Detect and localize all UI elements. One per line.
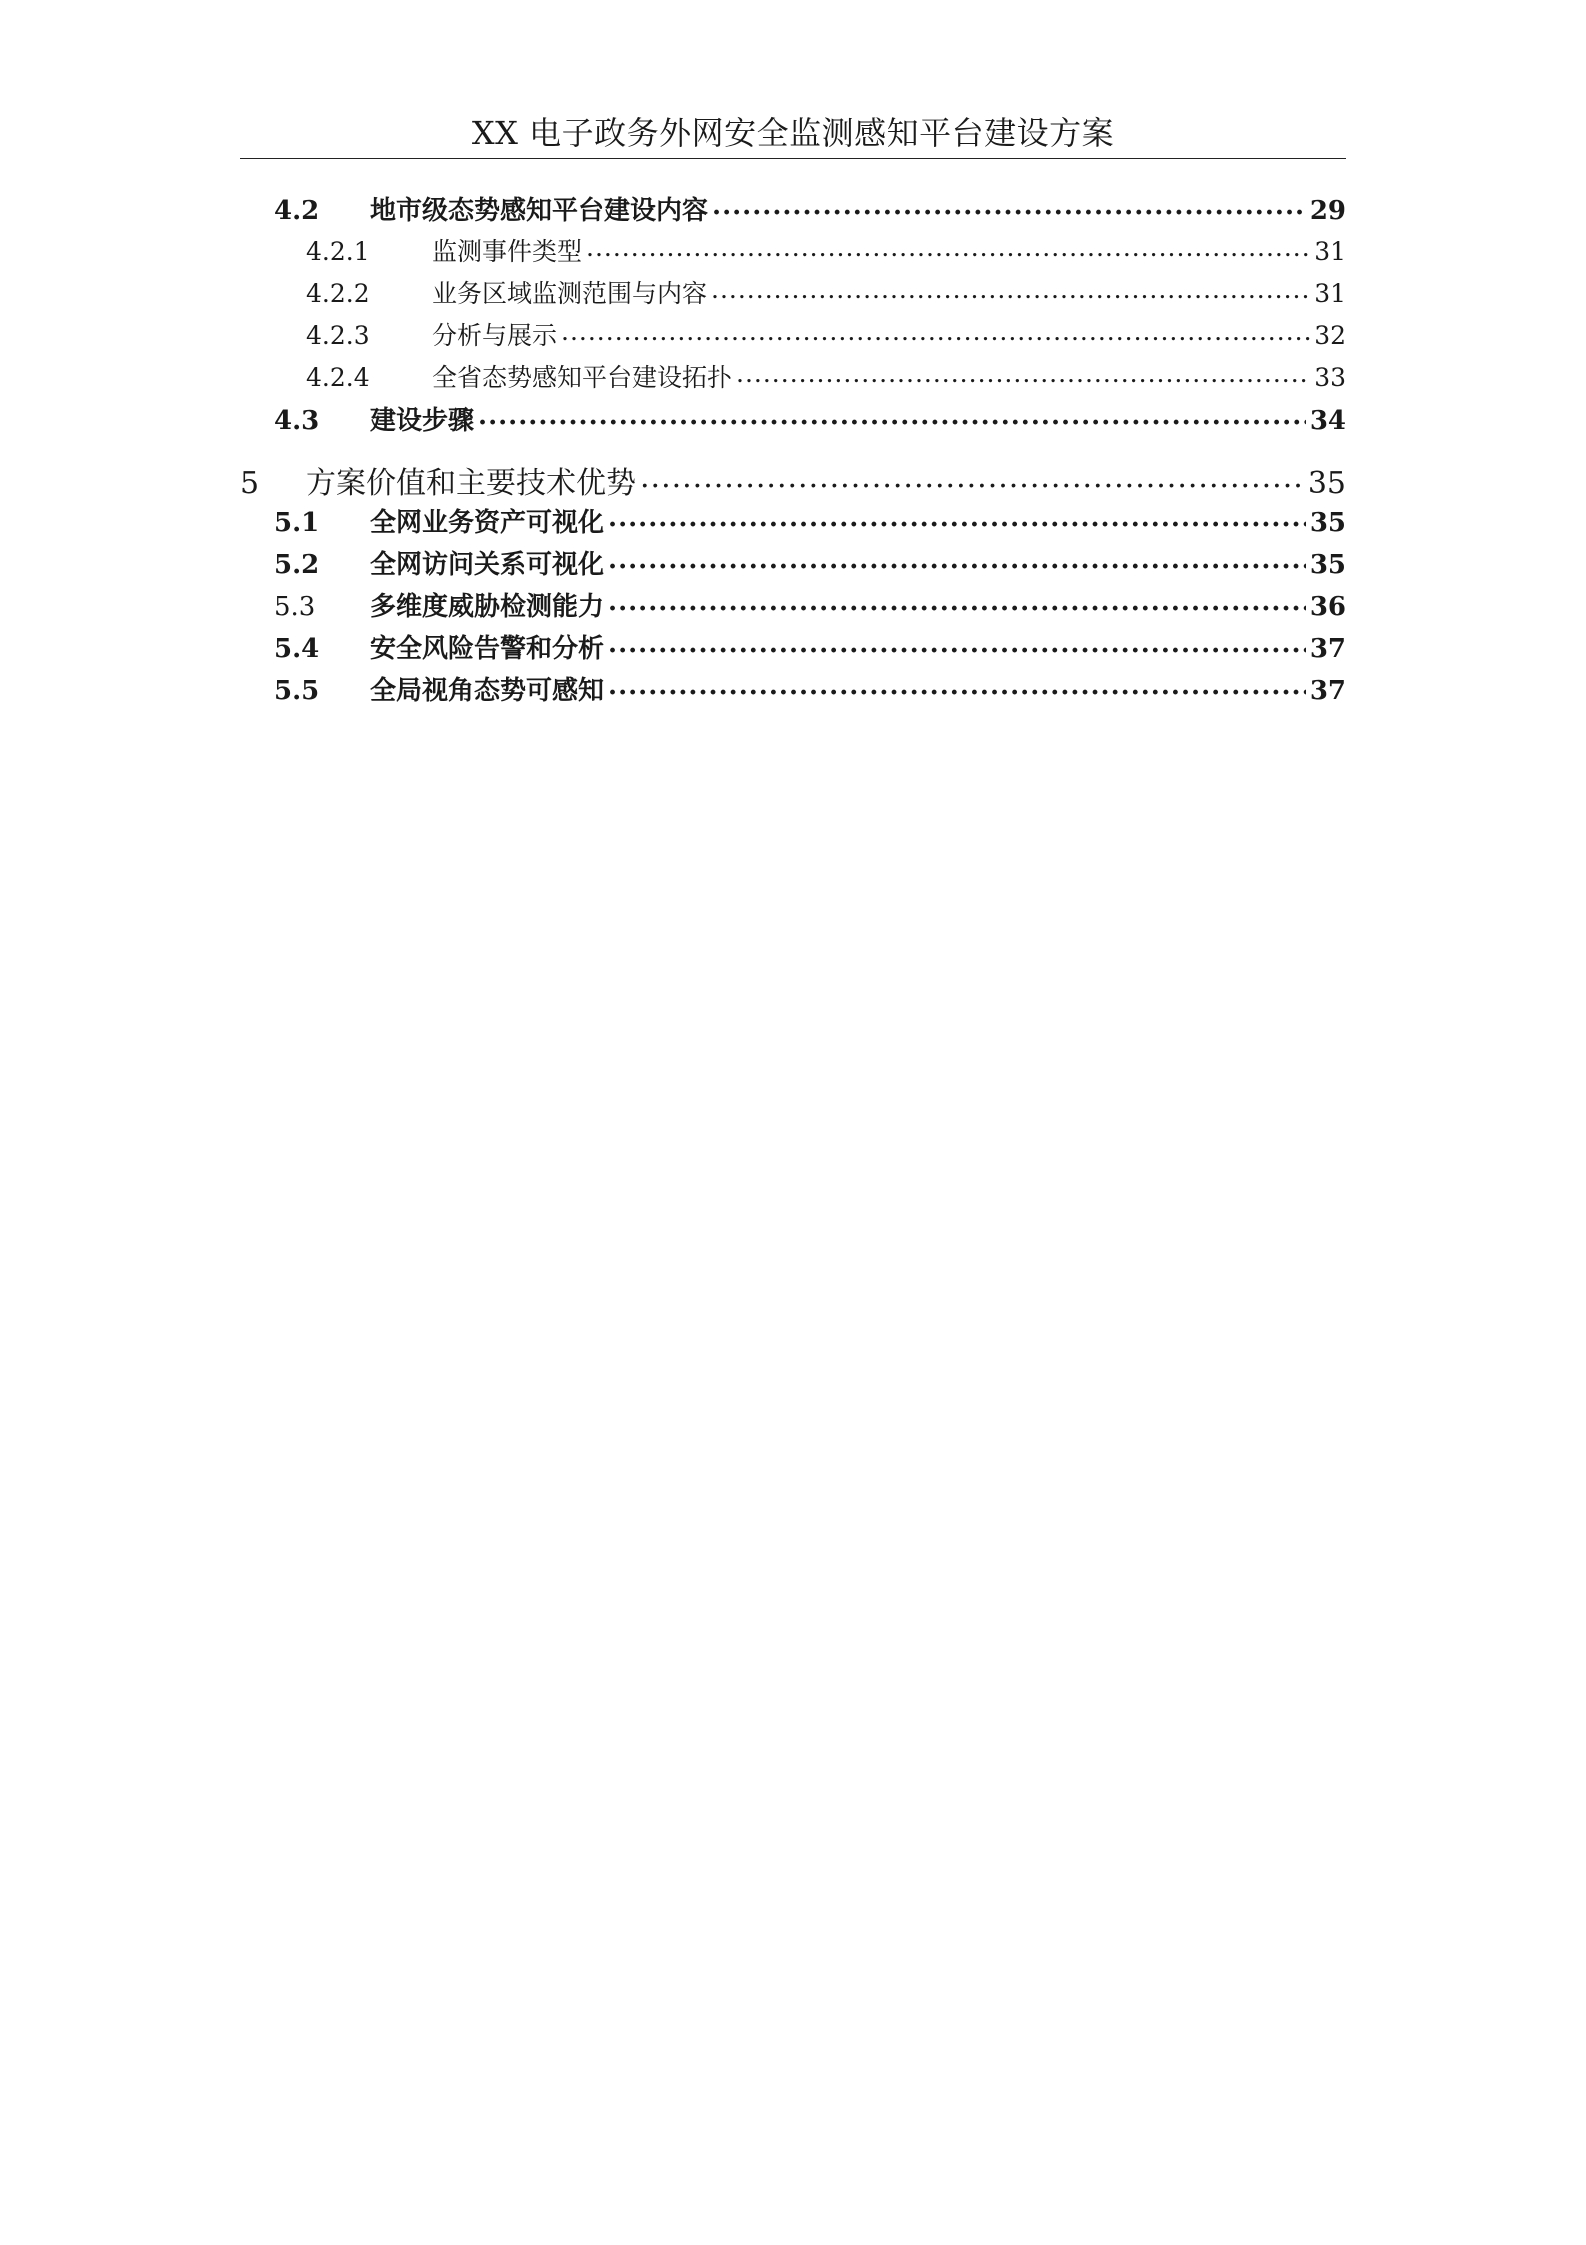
toc-leader bbox=[561, 319, 1310, 344]
toc-title: 全网访问关系可视化 bbox=[370, 550, 605, 580]
toc-entry-4-2-1[interactable] bbox=[306, 232, 1346, 272]
toc-title: 分析与展示 bbox=[432, 321, 558, 350]
toc-page-number: 31 bbox=[1314, 279, 1346, 308]
toc-leader bbox=[608, 631, 1306, 657]
toc-leader bbox=[586, 235, 1310, 260]
toc-page-number: 34 bbox=[1309, 406, 1346, 436]
toc-title: 方案价值和主要技术优势 bbox=[306, 466, 636, 501]
toc-page-number: 37 bbox=[1309, 676, 1346, 706]
toc-page-number: 37 bbox=[1309, 634, 1346, 664]
toc-leader bbox=[608, 505, 1306, 531]
toc-number: 5.3 bbox=[274, 592, 316, 622]
toc-number: 5 bbox=[240, 466, 260, 501]
toc-number: 5.1 bbox=[274, 508, 320, 538]
toc-number: 5.2 bbox=[274, 550, 320, 580]
toc-page-number: 35 bbox=[1307, 466, 1346, 501]
toc-title: 建设步骤 bbox=[370, 406, 475, 436]
toc-entry-4-2[interactable] bbox=[274, 190, 1346, 230]
toc-title: 全网业务资产可视化 bbox=[370, 508, 605, 538]
toc-leader bbox=[736, 361, 1310, 386]
toc-entry-5-2[interactable] bbox=[274, 544, 1346, 584]
toc-leader bbox=[608, 589, 1306, 615]
toc-entry-5-4[interactable] bbox=[274, 628, 1346, 668]
toc-title: 全省态势感知平台建设拓扑 bbox=[432, 363, 733, 392]
toc-leader bbox=[608, 673, 1306, 699]
toc-number: 4.2.3 bbox=[306, 321, 370, 350]
toc-entry-4-2-4[interactable] bbox=[306, 358, 1346, 398]
header-divider bbox=[240, 158, 1346, 159]
toc-entry-5[interactable] bbox=[240, 458, 1346, 501]
toc-title: 业务区域监测范围与内容 bbox=[432, 279, 708, 308]
toc-leader bbox=[640, 463, 1304, 493]
page-header-title: XX 电子政务外网安全监测感知平台建设方案 bbox=[471, 114, 1115, 152]
toc-entry-5-1[interactable] bbox=[274, 502, 1346, 542]
toc-entry-4-2-2[interactable] bbox=[306, 274, 1346, 314]
toc-leader bbox=[608, 547, 1306, 573]
toc-number: 4.2.2 bbox=[306, 279, 370, 308]
toc-page-number: 31 bbox=[1314, 237, 1346, 266]
toc-page-number: 32 bbox=[1314, 321, 1346, 350]
toc-title: 地市级态势感知平台建设内容 bbox=[370, 196, 709, 226]
toc-title: 监测事件类型 bbox=[432, 237, 583, 266]
toc-number: 4.2.1 bbox=[306, 237, 370, 266]
toc-page-number: 29 bbox=[1309, 196, 1346, 226]
toc-title: 多维度威胁检测能力 bbox=[370, 592, 605, 622]
toc-entry-5-5[interactable] bbox=[274, 670, 1346, 710]
toc-number: 5.4 bbox=[274, 634, 320, 664]
toc-title: 全局视角态势可感知 bbox=[370, 676, 605, 706]
toc-entry-4-3[interactable] bbox=[274, 400, 1346, 440]
toc-number: 4.2 bbox=[274, 196, 320, 226]
toc-page-number: 35 bbox=[1309, 550, 1346, 580]
toc-leader bbox=[712, 193, 1306, 219]
toc-page-number: 36 bbox=[1309, 592, 1346, 622]
toc-page-number: 33 bbox=[1314, 363, 1346, 392]
toc-page-number: 35 bbox=[1309, 508, 1346, 538]
toc-number: 5.5 bbox=[274, 676, 320, 706]
toc-number: 4.2.4 bbox=[306, 363, 370, 392]
toc-number: 4.3 bbox=[274, 406, 320, 436]
toc-entry-5-3[interactable] bbox=[274, 586, 1346, 626]
toc-leader bbox=[478, 403, 1306, 429]
toc-title: 安全风险告警和分析 bbox=[370, 634, 605, 664]
toc-entry-4-2-3[interactable] bbox=[306, 316, 1346, 356]
toc-leader bbox=[711, 277, 1310, 302]
